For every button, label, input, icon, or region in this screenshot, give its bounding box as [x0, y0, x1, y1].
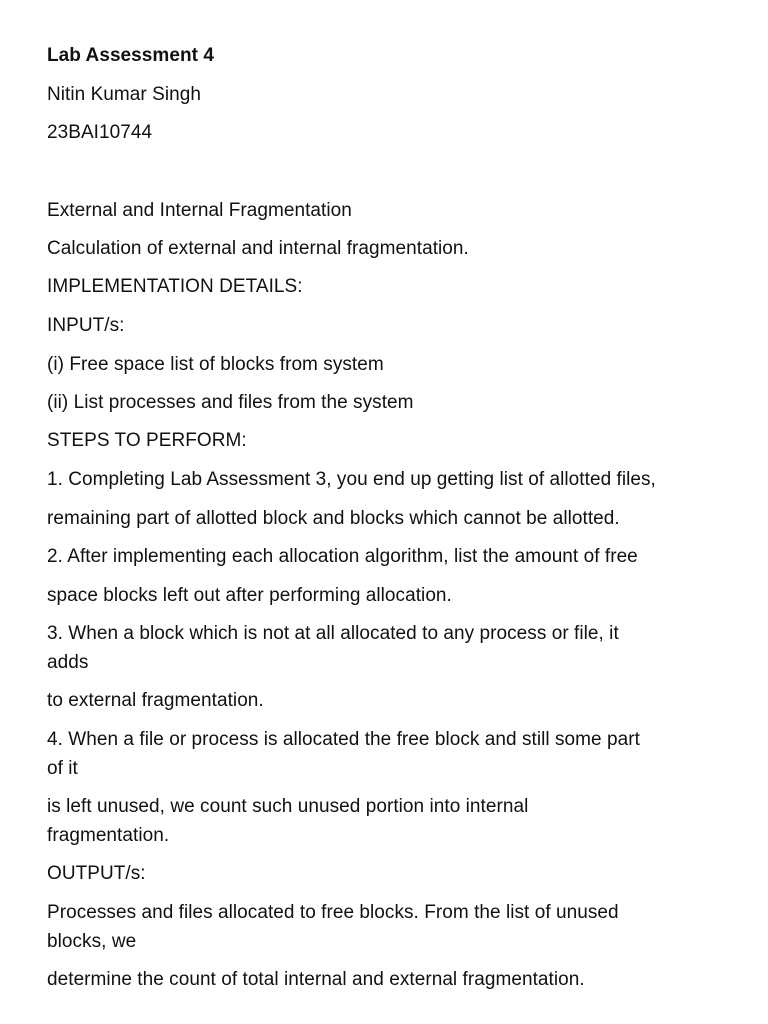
- input-heading: INPUT/s:: [47, 315, 125, 336]
- author-name: Nitin Kumar Singh: [47, 84, 201, 105]
- step-2-line-2: space blocks left out after performing allocation.: [47, 585, 452, 606]
- steps-heading: STEPS TO PERFORM:: [47, 430, 247, 451]
- step-3-line-2: adds: [47, 652, 89, 673]
- step-4-line-4: fragmentation.: [47, 825, 170, 846]
- step-3-line-3: to external fragmentation.: [47, 690, 264, 711]
- implementation-heading: IMPLEMENTATION DETAILS:: [47, 276, 303, 297]
- step-1-line-2: remaining part of allotted block and blocks which cannot be allotted.: [47, 508, 620, 529]
- step-4-line-2: of it: [47, 758, 78, 779]
- roll-number: 23BAI10744: [47, 122, 153, 143]
- output-line-2: blocks, we: [47, 931, 137, 952]
- input-item-1: (i) Free space list of blocks from system: [47, 354, 384, 375]
- output-line-3: determine the count of total internal and external fragmentation.: [47, 969, 585, 990]
- step-2-line-1: 2. After implementing each allocation algorithm, list the amount of free: [47, 546, 638, 567]
- output-heading: OUTPUT/s:: [47, 863, 146, 884]
- document-title: Lab Assessment 4: [47, 45, 214, 66]
- step-4-line-1: 4. When a file or process is allocated the free block and still some part: [47, 729, 640, 750]
- step-4-line-3: is left unused, we count such unused portion into internal: [47, 796, 529, 817]
- topic-line: External and Internal Fragmentation: [47, 200, 352, 221]
- output-line-1: Processes and files allocated to free blocks. From the list of unused: [47, 902, 619, 923]
- step-1-line-1: 1. Completing Lab Assessment 3, you end up getting list of allotted files,: [47, 469, 656, 490]
- input-item-2: (ii) List processes and files from the system: [47, 392, 414, 413]
- aim-line: Calculation of external and internal fragmentation.: [47, 238, 469, 259]
- step-3-line-1: 3. When a block which is not at all allocated to any process or file, it: [47, 623, 619, 644]
